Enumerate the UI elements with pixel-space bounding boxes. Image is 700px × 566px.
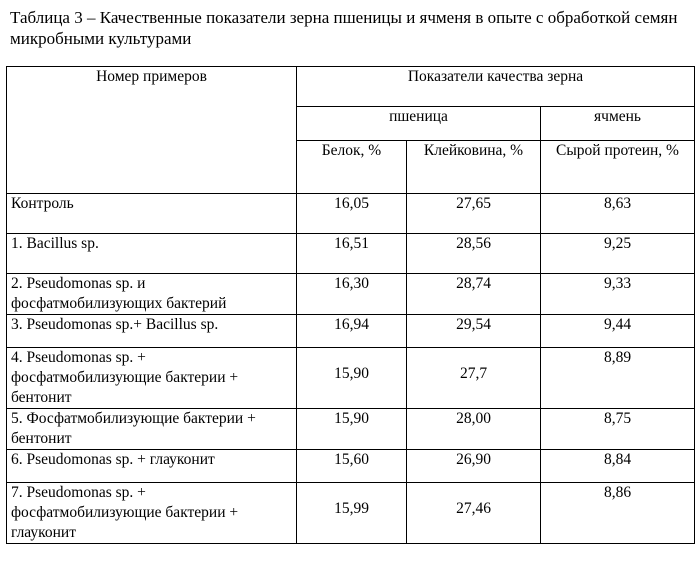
row-name: 7. Pseudomonas sp. + фосфатмобилизующие бактерии + глауконит: [7, 483, 297, 544]
row-name: Контроль: [7, 194, 297, 234]
header-examples: Номер примеров: [7, 67, 297, 194]
row-name: 4. Pseudomonas sp. + фосфатмобилизующие бактерии + бентонит: [7, 348, 297, 409]
cell-crude-protein: 9,33: [541, 274, 695, 315]
cell-crude-protein: 8,86: [541, 483, 695, 544]
row-name: 3. Pseudomonas sp.+ Bacillus sp.: [7, 315, 297, 348]
cell-gluten: 29,54: [407, 315, 541, 348]
cell-crude-protein: 9,44: [541, 315, 695, 348]
cell-gluten: 28,00: [407, 409, 541, 450]
row-name: 2. Pseudomonas sp. и фосфатмобилизующих бактерий: [7, 274, 297, 315]
header-barley: ячмень: [541, 107, 695, 141]
cell-protein: 15,99: [297, 483, 407, 544]
cell-gluten: 26,90: [407, 450, 541, 483]
header-gluten: Клейковина, %: [407, 141, 541, 194]
cell-gluten: 27,46: [407, 483, 541, 544]
table-caption: Таблица 3 – Качественные показатели зерна пшеницы и ячменя в опыте с обработкой семян микробными культурами: [10, 8, 678, 48]
quality-table: [6, 66, 695, 544]
row-name: 6. Pseudomonas sp. + глауконит: [7, 450, 297, 483]
table-row: [7, 315, 695, 348]
cell-gluten: 27,7: [407, 348, 541, 409]
header-quality-group: Показатели качества зерна: [297, 67, 695, 107]
cell-protein: 15,90: [297, 409, 407, 450]
cell-crude-protein: 8,89: [541, 348, 695, 409]
cell-gluten: 28,56: [407, 234, 541, 274]
table-row: [7, 483, 695, 544]
cell-protein: 16,51: [297, 234, 407, 274]
row-name: 5. Фосфатмобилизующие бактерии + бентонит: [7, 409, 297, 450]
row-name: 1. Bacillus sp.: [7, 234, 297, 274]
table-row: [7, 450, 695, 483]
header-crude-protein: Сырой протеин, %: [541, 141, 695, 194]
cell-crude-protein: 9,25: [541, 234, 695, 274]
cell-crude-protein: 8,84: [541, 450, 695, 483]
cell-crude-protein: 8,63: [541, 194, 695, 234]
header-wheat: пшеница: [297, 107, 541, 141]
table-row: [7, 234, 695, 274]
table-row: [7, 409, 695, 450]
cell-protein: 16,94: [297, 315, 407, 348]
header-protein: Белок, %: [297, 141, 407, 194]
cell-gluten: 28,74: [407, 274, 541, 315]
cell-protein: 16,30: [297, 274, 407, 315]
cell-protein: 16,05: [297, 194, 407, 234]
cell-crude-protein: 8,75: [541, 409, 695, 450]
table-row: [7, 348, 695, 409]
cell-protein: 15,60: [297, 450, 407, 483]
table-row: [7, 194, 695, 234]
table-row: [7, 274, 695, 315]
cell-protein: 15,90: [297, 348, 407, 409]
cell-gluten: 27,65: [407, 194, 541, 234]
